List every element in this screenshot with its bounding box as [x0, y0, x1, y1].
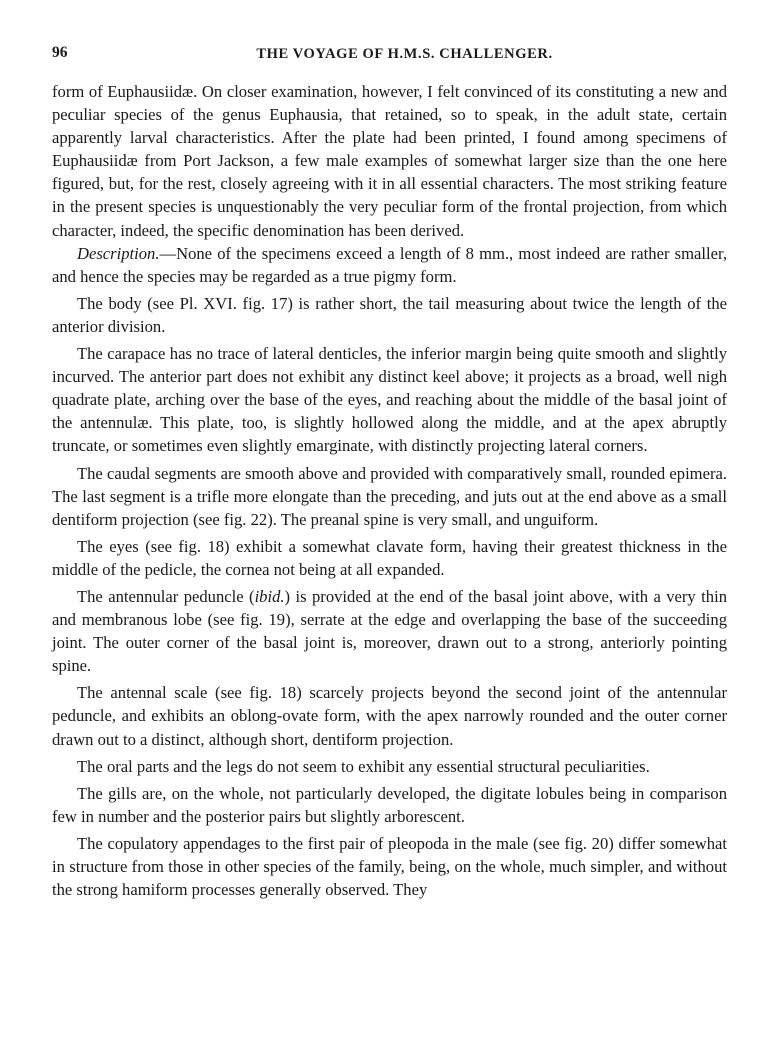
- body-text: [52, 80, 727, 901]
- page-header: [52, 44, 727, 70]
- page-number: 96: [52, 44, 68, 61]
- paragraph-text: The caudal segments are smooth above and provided with comparatively small, rounded epimera. The last segment is a trifle more elongate than the preceding, and juts out at the end above as a small dentiform projection (see fig. 22). The preanal spine is very small, and unguiform.: [52, 463, 727, 529]
- paragraph-text: The carapace has no trace of lateral denticles, the inferior margin being quite smooth and slightly incurved. The anterior part does not exhibit any distinct keel above; it projects as a broad, well nigh quadrate plate, arching over the base of the eyes, and reaching about the middle of the basal joint of the antennulæ. This plate, too, is slightly hollowed along the middle, and at the apex abruptly truncate, or sometimes even slightly emarginate, with distinctly projecting lateral corners.: [52, 344, 727, 456]
- paragraph-text: The oral parts and the legs do not seem to exhibit any essential structural peculiarities.: [77, 756, 650, 776]
- paragraph-italic: ibid.: [254, 586, 285, 606]
- paragraph-antennal-scale: [52, 681, 727, 750]
- paragraph-text: The antennal scale (see fig. 18) scarcely projects beyond the second joint of the antennular peduncle, and exhibits an oblong-ovate form, with the apex narrowly rounded and the outer corner drawn out to a distinct, although short, dentiform projection.: [52, 683, 727, 749]
- paragraph-carapace: [52, 342, 727, 457]
- running-title: THE VOYAGE OF H.M.S. CHALLENGER.: [256, 46, 553, 62]
- paragraph-eyes: [52, 535, 727, 581]
- paragraph-antennular-peduncle: [52, 585, 727, 677]
- paragraph-text: form of Euphausiidæ. On closer examination, however, I felt convinced of its constituting a new and peculiar species of the genus Euphausia, that retained, so to speak, in the adult state, certain apparently larval characteristics. After the plate had been printed, I found among specimens of Euphausiidæ from Port Jackson, a few male examples of somewhat larger size than the one here figured, but, for the rest, closely agreeing with it in all essential characters. The most striking feature in the present species is unquestionably the very peculiar form of the frontal projection, from which character, indeed, the specific denomination has been derived.: [52, 82, 727, 240]
- paragraph-description: [52, 242, 727, 288]
- paragraph-text: The antennular peduncle (: [77, 586, 255, 606]
- paragraph-text: The gills are, on the whole, not particularly developed, the digitate lobules being in comparison few in number and the posterior pairs but slightly arborescent.: [52, 783, 727, 826]
- paragraph-text: —None of the specimens exceed a length of 8 mm., most indeed are rather smaller, and hence the species may be regarded as a true pigmy form.: [52, 243, 727, 286]
- paragraph-text: ) is provided at the end of the basal joint above, with a very thin and membranous lobe (see fig. 19), serrate at the edge and overlapping the base of the succeeding joint. The outer corner of the basal joint is, moreover, drawn out to a strong, anteriorly pointing spine.: [52, 586, 727, 676]
- paragraph-body: [52, 292, 727, 338]
- paragraph-gills: [52, 782, 727, 828]
- section-lead-italic: Description.: [77, 243, 160, 263]
- paragraph-continuation: [52, 80, 727, 242]
- paragraph-text: The body (see Pl. XVI. fig. 17) is rather short, the tail measuring about twice the length of the anterior division.: [52, 293, 727, 336]
- paragraph-oral-parts: [52, 755, 727, 778]
- document-page: [52, 44, 727, 901]
- paragraph-text: The eyes (see fig. 18) exhibit a somewhat clavate form, having their greatest thickness in the middle of the pedicle, the cornea not being at all expanded.: [52, 536, 727, 579]
- paragraph-caudal-segments: [52, 462, 727, 531]
- paragraph-text: The copulatory appendages to the first pair of pleopoda in the male (see fig. 20) differ somewhat in structure from those in other species of the family, being, on the whole, much simpler, and without the strong hamiform processes generally observed. They: [52, 833, 727, 900]
- paragraph-copulatory-appendages: [52, 832, 727, 901]
